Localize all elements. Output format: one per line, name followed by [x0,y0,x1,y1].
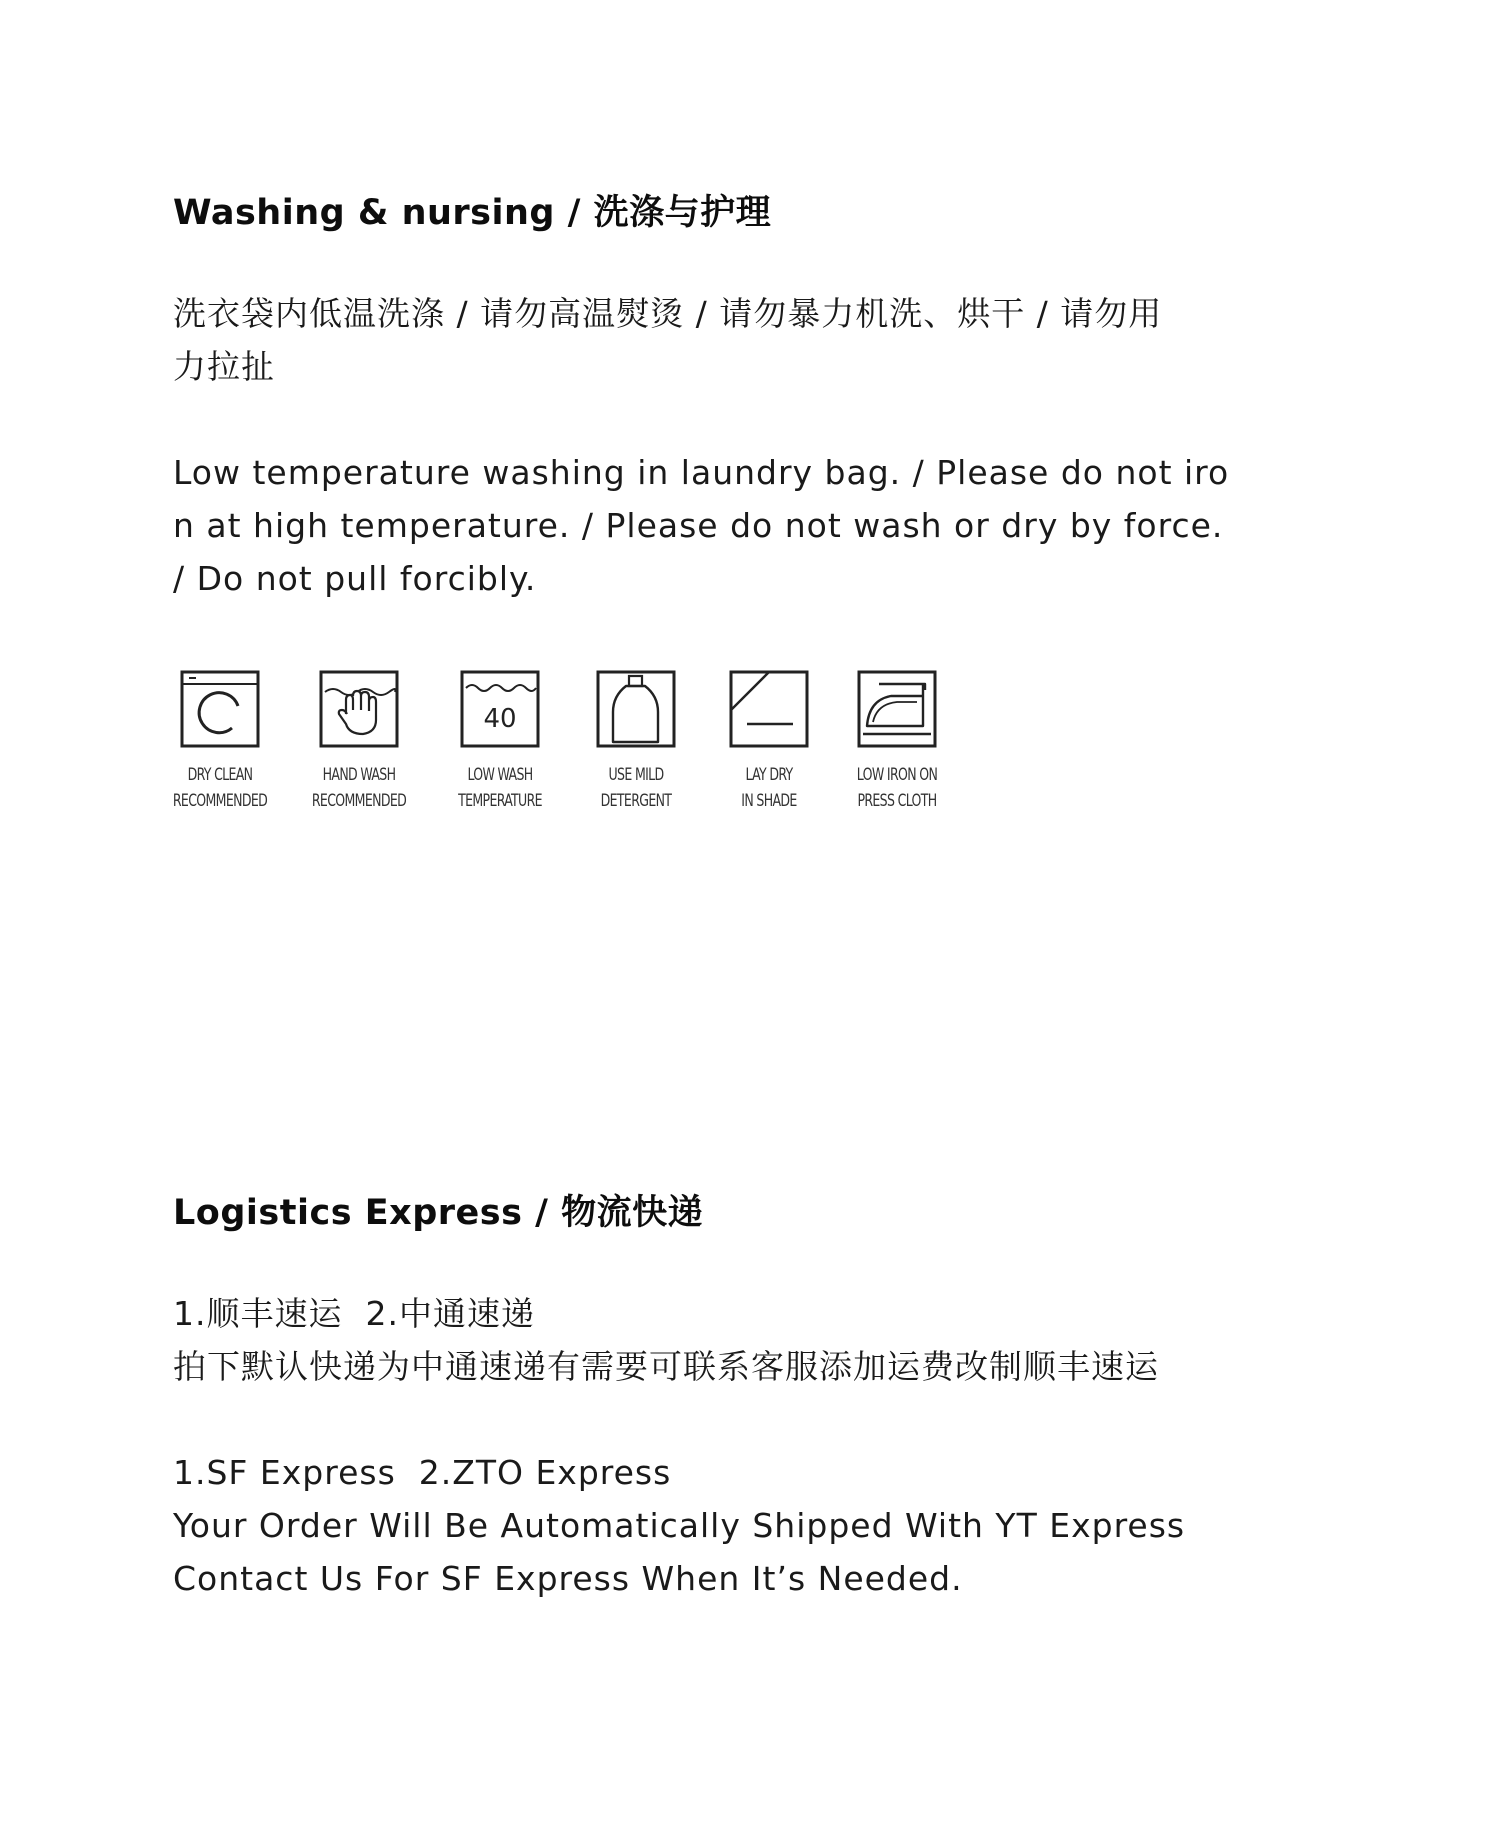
washing-en-line-1: Low temperature washing in laundry bag. / Please do not iro [173,453,1230,492]
care-item-dry-clean [155,670,285,814]
low-iron-icon [857,670,937,748]
washing-instructions-en [173,446,1343,605]
logistics-info-cn [173,1287,1343,1393]
low-wash-temperature-icon [460,670,540,748]
care-item-hand-wash [294,670,424,814]
washing-en-line-3: / Do not pull forcibly. [173,559,537,598]
dry-clean-icon [180,670,260,748]
care-label-mild-detergent: USE MILD DETERGENT [600,765,672,811]
logistics-en-line-1: 1.SF Express 2.ZTO Express [173,1453,672,1492]
logistics-en-line-3: Contact Us For SF Express When It’s Needed. [173,1559,963,1598]
lay-dry-shade-icon [729,670,809,748]
mild-detergent-icon [596,670,676,748]
temperature-number: 40 [483,704,517,734]
logistics-cn-line-1: 1.顺丰速运 2.中通速递 [173,1294,535,1333]
care-item-mild-detergent [571,670,701,814]
washing-cn-line-1: 洗衣袋内低温洗涤 / 请勿高温熨烫 / 请勿暴力机洗、烘干 / 请勿用 [173,294,1163,333]
hand-wash-icon [319,670,399,748]
washing-cn-line-2: 力拉扯 [173,347,275,386]
logistics-en-line-2: Your Order Will Be Automatically Shipped With YT Express [173,1506,1186,1545]
care-label-lay-dry: LAY DRY IN SHADE [741,765,797,811]
care-item-low-iron [832,670,962,814]
washing-en-line-2: n at high temperature. / Please do not wash or dry by force. [173,506,1224,545]
care-icons-row [173,670,973,820]
washing-instructions-cn [173,287,1343,393]
care-label-dry-clean: DRY CLEAN RECOMMENDED [172,765,268,811]
logistics-section-title: Logistics Express / 物流快递 [173,1193,704,1233]
care-label-hand-wash: HAND WASH RECOMMENDED [311,765,407,811]
care-label-low-wash: LOW WASH TEMPERATURE [458,765,542,811]
washing-section-title: Washing & nursing / 洗涤与护理 [173,193,772,233]
logistics-cn-line-2: 拍下默认快递为中通速递有需要可联系客服添加运费改制顺丰速运 [173,1347,1159,1386]
care-item-low-wash-temperature [435,670,565,814]
logistics-info-en [173,1446,1343,1605]
care-label-low-iron: LOW IRON ON PRESS CLOTH [856,765,938,811]
care-item-lay-dry-shade [704,670,834,814]
